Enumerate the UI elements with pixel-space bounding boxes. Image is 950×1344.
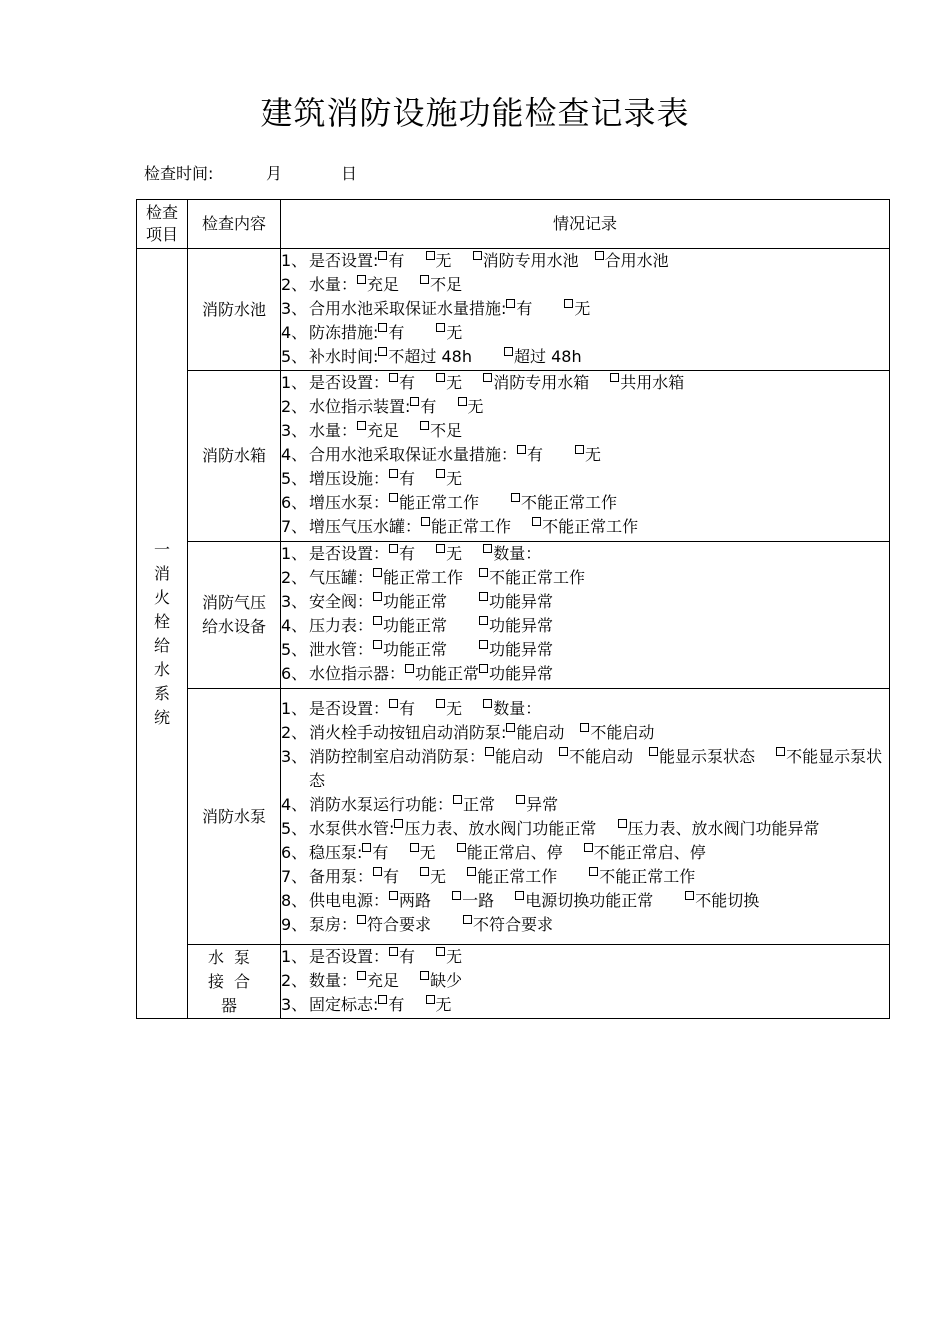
table-header-row <box>137 200 890 249</box>
checkbox-icon[interactable] <box>517 445 526 454</box>
item-text-segment: 合用水池采取保证水量措施: <box>309 299 507 318</box>
checkbox-icon[interactable] <box>436 544 445 553</box>
item-text-segment: 能正常工作 <box>399 493 512 512</box>
item-number: 1、 <box>281 373 308 392</box>
item-text-segment: 泵房： <box>309 915 358 934</box>
table-body <box>137 249 890 1019</box>
checkbox-icon[interactable] <box>458 397 467 406</box>
item-text <box>309 249 889 273</box>
checkbox-icon[interactable] <box>584 843 593 852</box>
item-number: 7、 <box>281 867 308 886</box>
item-text-segment: 是否设置: <box>309 251 379 270</box>
checkbox-icon[interactable] <box>532 517 541 526</box>
item-text-segment: 能正常工作 <box>477 867 590 886</box>
checkbox-icon[interactable] <box>373 616 382 625</box>
item-number: 2、 <box>281 397 308 416</box>
checkbox-icon[interactable] <box>436 699 445 708</box>
check-item <box>281 297 889 321</box>
checkbox-icon[interactable] <box>473 251 482 260</box>
item-text-segment: 不能正常启、停 <box>593 843 706 862</box>
checkbox-icon[interactable] <box>378 251 387 260</box>
item-text-segment: 有 <box>399 699 437 718</box>
item-text-segment: 能启动 <box>516 723 581 742</box>
checkbox-icon[interactable] <box>452 891 461 900</box>
item-number: 3、 <box>281 592 308 611</box>
item-text-segment: 能正常工作 <box>383 568 480 587</box>
checkbox-icon[interactable] <box>685 891 694 900</box>
checkbox-icon[interactable] <box>575 445 584 454</box>
item-text-segment: 正常 <box>463 795 517 814</box>
checkbox-icon[interactable] <box>420 971 429 980</box>
item-text <box>309 638 889 662</box>
record-cell <box>281 542 890 689</box>
item-text-segment: 不能启动 <box>569 747 650 766</box>
item-text-segment: 功能异常 <box>489 592 554 611</box>
checkbox-icon[interactable] <box>649 747 658 756</box>
item-text-segment: 能显示泵状态 <box>659 747 777 766</box>
item-number: 1、 <box>281 947 308 966</box>
item-text <box>309 321 889 345</box>
checkbox-icon[interactable] <box>389 699 398 708</box>
checkbox-icon[interactable] <box>564 299 573 308</box>
item-number: 2、 <box>281 723 308 742</box>
category-cell: 消防水箱 <box>188 371 281 542</box>
item-text-segment: 增压设施： <box>309 469 390 488</box>
checkbox-icon[interactable] <box>483 373 492 382</box>
item-text-segment: 有 <box>516 299 565 318</box>
item-text <box>309 969 889 993</box>
item-text <box>309 515 889 539</box>
check-item <box>281 889 889 913</box>
check-item <box>281 371 889 395</box>
item-text-segment: 不能正常工作 <box>521 493 618 512</box>
record-cell <box>281 249 890 371</box>
inspection-record-table <box>136 199 890 1019</box>
item-number: 4、 <box>281 616 308 635</box>
item-number: 1、 <box>281 251 308 270</box>
item-text-segment: 有 <box>399 373 437 392</box>
check-item <box>281 590 889 614</box>
check-item <box>281 419 889 443</box>
item-text-segment: 不足 <box>430 275 463 294</box>
item-text-segment: 有 <box>420 397 458 416</box>
item-text-segment: 无 <box>430 867 468 886</box>
item-number: 5、 <box>281 469 308 488</box>
checkbox-icon[interactable] <box>373 867 382 876</box>
item-text-segment: 水位指示器： <box>309 664 406 683</box>
item-text-segment: 两路 <box>399 891 453 910</box>
item-text-segment: 无 <box>435 251 473 270</box>
checkbox-icon[interactable] <box>426 995 435 1004</box>
item-text-segment: 无 <box>585 445 602 464</box>
item-text <box>309 590 889 614</box>
item-text-segment: 有 <box>388 323 437 342</box>
month-label: 月 <box>266 164 283 183</box>
item-number: 3、 <box>281 747 308 766</box>
item-text-segment: 不符合要求 <box>473 915 554 934</box>
check-item <box>281 467 889 491</box>
item-text <box>309 793 889 817</box>
item-text-segment: 有 <box>399 469 437 488</box>
checkbox-icon[interactable] <box>457 843 466 852</box>
item-text-segment: 泄水管： <box>309 640 374 659</box>
check-item <box>281 321 889 345</box>
item-text-segment: 水泵供水管: <box>309 819 395 838</box>
checkbox-icon[interactable] <box>776 747 785 756</box>
header-inspection-item: 检查项目 <box>137 200 188 249</box>
item-text-segment: 不能正常工作 <box>599 867 696 886</box>
check-item <box>281 249 889 273</box>
item-text-segment: 无 <box>446 947 463 966</box>
item-text-segment: 消防控制室启动消防泵： <box>309 747 486 766</box>
item-text-segment: 补水时间: <box>309 347 379 366</box>
item-text-segment: 压力表、放水阀门功能正常 <box>404 819 618 838</box>
item-text-segment: 压力表： <box>309 616 374 635</box>
item-text-segment: 增压气压水罐： <box>309 517 422 536</box>
item-text-segment: 充足 <box>367 421 421 440</box>
check-item <box>281 491 889 515</box>
checkbox-icon[interactable] <box>618 819 627 828</box>
item-text-segment: 是否设置： <box>309 947 390 966</box>
item-text <box>309 273 889 297</box>
item-text-segment: 无 <box>574 299 591 318</box>
checkbox-icon[interactable] <box>483 544 492 553</box>
item-text-segment: 符合要求 <box>367 915 464 934</box>
check-item <box>281 345 889 369</box>
checkbox-icon[interactable] <box>479 640 488 649</box>
item-number: 2、 <box>281 275 308 294</box>
document-title: 建筑消防设施功能检查记录表 <box>260 94 690 132</box>
item-text-segment: 不足 <box>430 421 463 440</box>
item-text-segment: 稳压泵: <box>309 843 363 862</box>
header-status-record: 情况记录 <box>281 200 890 249</box>
item-text-segment: 不能正常工作 <box>489 568 586 587</box>
checkbox-icon[interactable] <box>453 795 462 804</box>
category-cell: 消防水池 <box>188 249 281 371</box>
item-text <box>309 945 889 969</box>
item-text-segment: 不能正常工作 <box>542 517 639 536</box>
item-text <box>309 889 889 913</box>
system-cell <box>137 249 188 1019</box>
check-item <box>281 662 889 686</box>
checkbox-icon[interactable] <box>421 517 430 526</box>
item-number: 5、 <box>281 819 308 838</box>
item-text-segment: 数量： <box>493 699 542 718</box>
item-text-segment: 超过 48h <box>514 347 582 366</box>
category-label: 水泵接合器 <box>207 947 260 1015</box>
checkbox-icon[interactable] <box>589 867 598 876</box>
checkbox-icon[interactable] <box>485 747 494 756</box>
checkbox-icon[interactable] <box>479 592 488 601</box>
checkbox-icon[interactable] <box>378 323 387 332</box>
check-item <box>281 273 889 297</box>
item-number: 3、 <box>281 995 308 1014</box>
section-row <box>137 945 890 1019</box>
checkbox-icon[interactable] <box>436 373 445 382</box>
item-text-segment: 数量： <box>309 971 358 990</box>
checkbox-icon[interactable] <box>357 915 366 924</box>
checkbox-icon[interactable] <box>426 251 435 260</box>
item-text-segment: 功能异常 <box>489 640 554 659</box>
check-item <box>281 515 889 539</box>
item-text-segment: 压力表、放水阀门功能异常 <box>627 819 820 838</box>
checkbox-icon[interactable] <box>389 544 398 553</box>
item-text-segment: 防冻措施: <box>309 323 379 342</box>
checkbox-icon[interactable] <box>410 397 419 406</box>
item-text-segment: 水量： <box>309 275 358 294</box>
check-item <box>281 993 889 1017</box>
item-text-segment: 是否设置： <box>309 544 390 563</box>
checkbox-icon[interactable] <box>483 699 492 708</box>
item-text-segment: 安全阀： <box>309 592 374 611</box>
checkbox-icon[interactable] <box>373 640 382 649</box>
item-text <box>309 865 889 889</box>
item-text-segment: 充足 <box>367 971 421 990</box>
item-text-segment: 水位指示装置: <box>309 397 411 416</box>
item-text-segment: 合用水池采取保证水量措施： <box>309 445 518 464</box>
record-cell <box>281 689 890 945</box>
item-text <box>309 345 889 369</box>
checkbox-icon[interactable] <box>463 915 472 924</box>
item-number: 4、 <box>281 323 308 342</box>
checkbox-icon[interactable] <box>394 819 403 828</box>
item-text-segment: 是否设置： <box>309 699 390 718</box>
item-number: 2、 <box>281 971 308 990</box>
item-text <box>309 817 889 841</box>
item-text-segment: 消防专用水池 <box>482 251 595 270</box>
item-text-segment: 备用泵： <box>309 867 374 886</box>
item-text-segment: 共用水箱 <box>620 373 685 392</box>
item-text-segment: 消防水泵运行功能： <box>309 795 454 814</box>
item-text-segment: 能正常启、停 <box>466 843 584 862</box>
check-item <box>281 793 889 817</box>
check-item <box>281 638 889 662</box>
item-text-segment: 异常 <box>526 795 559 814</box>
checkbox-icon[interactable] <box>357 971 366 980</box>
checkbox-icon[interactable] <box>389 373 398 382</box>
checkbox-icon[interactable] <box>580 723 589 732</box>
item-text-segment: 缺少 <box>430 971 463 990</box>
checkbox-icon[interactable] <box>506 723 515 732</box>
item-number: 3、 <box>281 299 308 318</box>
item-text-segment: 一路 <box>462 891 516 910</box>
checkbox-icon[interactable] <box>467 867 476 876</box>
item-text-segment: 不能显示泵状态 <box>309 747 883 790</box>
item-text <box>309 467 889 491</box>
system-label: 一消火栓给水系统 <box>153 539 170 727</box>
item-text-segment: 不能启动 <box>590 723 655 742</box>
item-text <box>309 491 889 515</box>
checkbox-icon[interactable] <box>515 891 524 900</box>
item-number: 9、 <box>281 915 308 934</box>
item-text-segment: 无 <box>419 843 457 862</box>
section-row <box>137 542 890 689</box>
check-item <box>281 614 889 638</box>
checkbox-icon[interactable] <box>511 493 520 502</box>
checkbox-icon[interactable] <box>516 795 525 804</box>
item-number: 6、 <box>281 664 308 683</box>
item-text-segment: 供电电源： <box>309 891 390 910</box>
checkbox-icon[interactable] <box>436 947 445 956</box>
item-number: 5、 <box>281 640 308 659</box>
check-item <box>281 566 889 590</box>
category-cell: 消防水泵 <box>188 689 281 945</box>
check-item <box>281 817 889 841</box>
item-text <box>309 566 889 590</box>
item-number: 3、 <box>281 421 308 440</box>
checkbox-icon[interactable] <box>479 616 488 625</box>
item-text <box>309 993 889 1017</box>
check-item <box>281 721 889 745</box>
item-text <box>309 614 889 638</box>
check-item <box>281 841 889 865</box>
checkbox-icon[interactable] <box>559 747 568 756</box>
item-text-segment: 合用水池 <box>604 251 669 270</box>
item-number: 2、 <box>281 568 308 587</box>
item-number: 5、 <box>281 347 308 366</box>
item-text-segment: 有 <box>399 947 437 966</box>
checkbox-icon[interactable] <box>389 891 398 900</box>
item-text-segment: 功能异常 <box>489 664 554 683</box>
item-text <box>309 443 889 467</box>
item-text <box>309 371 889 395</box>
checkbox-icon[interactable] <box>595 251 604 260</box>
item-text <box>309 697 889 721</box>
check-item <box>281 697 889 721</box>
item-number: 8、 <box>281 891 308 910</box>
checkbox-icon[interactable] <box>420 275 429 284</box>
checkbox-icon[interactable] <box>362 843 371 852</box>
item-text-segment: 数量： <box>493 544 542 563</box>
item-text-segment: 能启动 <box>495 747 560 766</box>
check-item <box>281 865 889 889</box>
check-item <box>281 542 889 566</box>
section-row <box>137 371 890 542</box>
item-text-segment: 无 <box>446 469 463 488</box>
section-row <box>137 249 890 371</box>
item-number: 4、 <box>281 795 308 814</box>
item-text-segment: 有 <box>527 445 576 464</box>
item-text-segment: 有 <box>388 995 426 1014</box>
category-cell <box>188 542 281 689</box>
item-text-segment: 功能正常 <box>383 616 480 635</box>
date-label: 检查时间: <box>144 164 214 183</box>
item-text-segment: 能正常工作 <box>431 517 533 536</box>
checkbox-icon[interactable] <box>479 664 488 673</box>
check-item <box>281 745 889 793</box>
checkbox-icon[interactable] <box>420 867 429 876</box>
item-text <box>309 913 889 937</box>
checkbox-icon[interactable] <box>373 568 382 577</box>
record-cell <box>281 371 890 542</box>
checkbox-icon[interactable] <box>436 323 445 332</box>
item-text <box>309 395 889 419</box>
checkbox-icon[interactable] <box>389 469 398 478</box>
checkbox-icon[interactable] <box>389 947 398 956</box>
item-text-segment: 无 <box>446 544 484 563</box>
item-text <box>309 297 889 321</box>
check-item <box>281 913 889 937</box>
category-label: 消防气压给水设备 <box>201 593 266 636</box>
item-text <box>309 841 889 865</box>
item-text-segment: 无 <box>435 995 452 1014</box>
item-text <box>309 542 889 566</box>
item-text-segment: 不超过 48h <box>388 347 504 366</box>
item-text-segment: 有 <box>388 251 426 270</box>
item-text-segment: 充足 <box>367 275 421 294</box>
checkbox-icon[interactable] <box>357 275 366 284</box>
item-text-segment: 功能异常 <box>489 616 554 635</box>
checkbox-icon[interactable] <box>436 469 445 478</box>
item-text-segment: 无 <box>467 397 484 416</box>
item-text-segment: 水量： <box>309 421 358 440</box>
checkbox-icon[interactable] <box>410 843 419 852</box>
checkbox-icon[interactable] <box>420 421 429 430</box>
check-item <box>281 443 889 467</box>
item-text-segment: 有 <box>383 867 421 886</box>
checkbox-icon[interactable] <box>504 347 513 356</box>
item-text-segment: 电源切换功能正常 <box>525 891 686 910</box>
item-text <box>309 662 889 686</box>
item-text-segment: 增压水泵： <box>309 493 390 512</box>
checkbox-icon[interactable] <box>610 373 619 382</box>
item-number: 6、 <box>281 493 308 512</box>
item-text-segment: 功能正常 <box>383 592 480 611</box>
checkbox-icon[interactable] <box>373 592 382 601</box>
item-text <box>309 745 889 793</box>
checkbox-icon[interactable] <box>506 299 515 308</box>
check-item <box>281 395 889 419</box>
item-text-segment: 固定标志: <box>309 995 379 1014</box>
item-text-segment: 功能正常 <box>383 640 480 659</box>
item-text-segment: 有 <box>372 843 410 862</box>
item-text-segment: 不能切换 <box>695 891 760 910</box>
header-inspection-content: 检查内容 <box>188 200 281 249</box>
check-item <box>281 945 889 969</box>
item-text-segment: 是否设置： <box>309 373 390 392</box>
item-text-segment: 无 <box>446 323 463 342</box>
item-text-segment: 气压罐： <box>309 568 374 587</box>
checkbox-icon[interactable] <box>389 493 398 502</box>
item-number: 7、 <box>281 517 308 536</box>
item-text <box>309 419 889 443</box>
item-text <box>309 721 889 745</box>
checkbox-icon[interactable] <box>479 568 488 577</box>
item-text-segment: 功能正常 <box>415 664 480 683</box>
item-number: 4、 <box>281 445 308 464</box>
checkbox-icon[interactable] <box>378 347 387 356</box>
item-text-segment: 无 <box>446 699 484 718</box>
checkbox-icon[interactable] <box>357 421 366 430</box>
record-cell <box>281 945 890 1019</box>
item-text-segment: 消火栓手动按钮启动消防泵: <box>309 723 507 742</box>
item-number: 1、 <box>281 544 308 563</box>
section-row <box>137 689 890 945</box>
checkbox-icon[interactable] <box>405 664 414 673</box>
item-number: 1、 <box>281 699 308 718</box>
category-cell <box>188 945 281 1019</box>
checkbox-icon[interactable] <box>378 995 387 1004</box>
item-text-segment: 有 <box>399 544 437 563</box>
item-text-segment: 无 <box>446 373 484 392</box>
day-label: 日 <box>341 164 358 183</box>
item-number: 6、 <box>281 843 308 862</box>
check-item <box>281 969 889 993</box>
item-text-segment: 消防专用水箱 <box>493 373 611 392</box>
